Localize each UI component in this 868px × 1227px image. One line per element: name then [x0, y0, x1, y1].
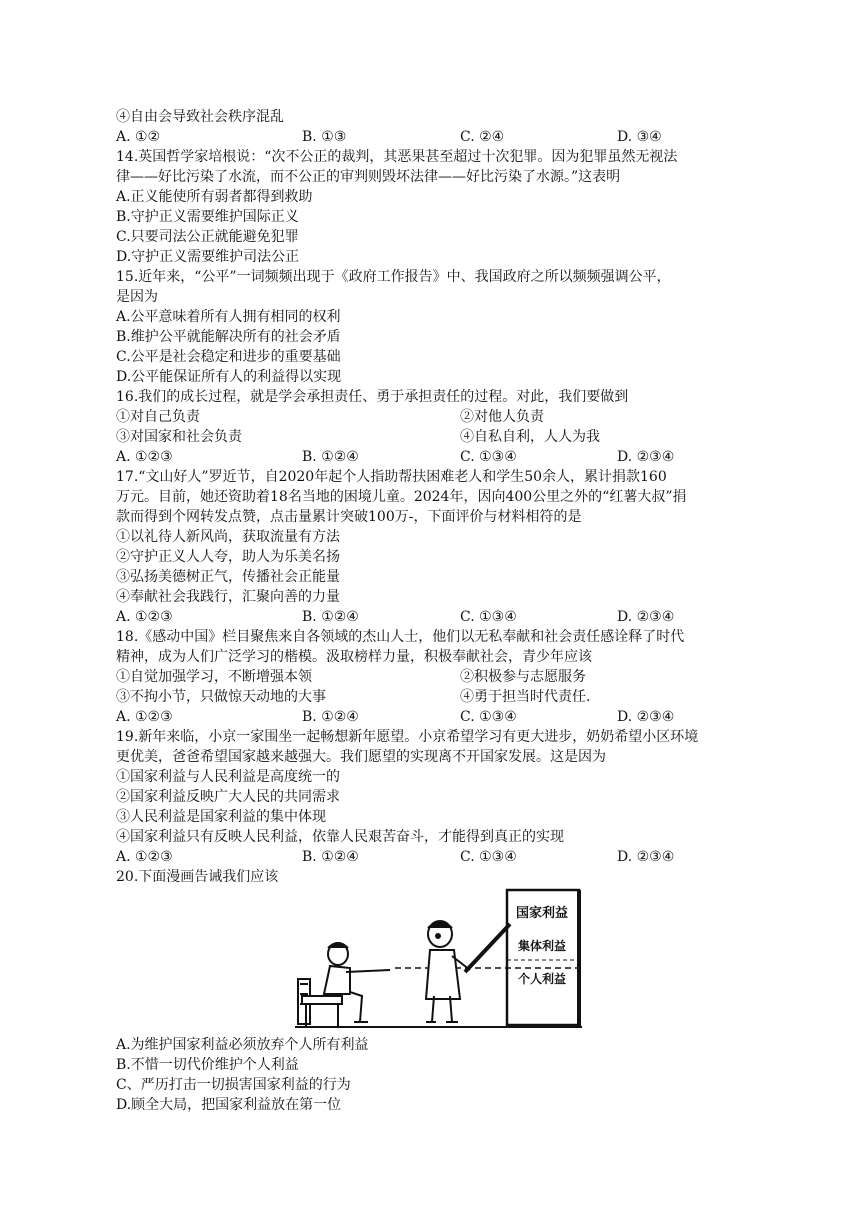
q18-item-3: ③不拘小节，只做惊天动地的大事 — [116, 689, 326, 705]
q18-stem-line-2: 精神，成为人们广泛学习的楷模。汲取榜样力量，积极奉献社会，青少年应该 — [116, 649, 592, 665]
q18-item-2: ②积极参与志愿服务 — [460, 669, 586, 685]
cartoon-illustration — [290, 884, 590, 1034]
pointer-stick — [465, 924, 510, 972]
q17-item-2: ②守护正义人人夸，助人为乐美名扬 — [116, 549, 340, 565]
q19-stem-line-2: 更优美，爸爸希望国家越来越强大。我们愿望的实现离不开国家发展。这是因为 — [116, 749, 606, 765]
choice-d: D. ③④ — [617, 129, 662, 145]
q14-option-d: D.守护正义需要维护司法公正 — [116, 249, 300, 265]
choice-b: B. ①②④ — [302, 609, 359, 625]
q17-stem-line-3: 款而得到个网转发点赞，点击量累计突破100万-，下面评价与材料相符的是 — [116, 509, 582, 525]
q15-option-c: C.公平是社会稳定和进步的重要基础 — [116, 349, 341, 365]
q17-item-4: ④奉献社会我践行，汇聚向善的力量 — [116, 589, 340, 605]
q17-stem-line-2: 万元。目前，她还资助着18名当地的困境儿童。2024年，因向400公里之外的“红薯大叔”捐 — [116, 489, 687, 505]
q16-item-4: ④自私自利，人人为我 — [460, 429, 600, 445]
q19-item-3: ③人民利益是国家利益的集中体现 — [116, 809, 326, 825]
choice-a: A. ①②③ — [116, 449, 173, 465]
choice-c: C. ①③④ — [460, 609, 517, 625]
choice-d: D. ②③④ — [617, 709, 675, 725]
q18-item-4: ④勇于担当时代责任. — [460, 689, 591, 705]
q20-option-d: D.顾全大局，把国家利益放在第一位 — [116, 1097, 342, 1113]
q14-stem-line-1: 14.英国哲学家培根说：“次不公正的裁判，其恶果甚至超过十次犯罪。因为犯罪虽然无视法 — [116, 149, 678, 165]
choice-c: C. ①③④ — [460, 709, 517, 725]
choice-a: A. ①② — [116, 129, 161, 145]
q16-item-3: ③对国家和社会负责 — [116, 429, 242, 445]
q20-option-c: C、严历打击一切损害国家利益的行为 — [116, 1077, 351, 1093]
choice-d: D. ②③④ — [617, 609, 675, 625]
q17-stem-line-1: 17.“文山好人”罗近节，自2020年起个人指助帮扶困难老人和学生50余人，累计捐款160 — [116, 469, 667, 485]
q17-item-1: ①以礼待人新风尚，获取流量有方法 — [116, 529, 340, 545]
student-figure — [298, 943, 390, 1026]
q15-stem-line-2: 是因为 — [116, 289, 158, 305]
q16-item-1: ①对自己负责 — [116, 409, 200, 425]
q15-option-b: B.维护公平就能解决所有的社会矛盾 — [116, 329, 341, 345]
q15-stem-line-1: 15.近年来，“公平”一词频频出现于《政府工作报告》中、我国政府之所以频频强调公平， — [116, 269, 671, 285]
choice-d: D. ②③④ — [617, 849, 675, 865]
choice-a: A. ①②③ — [116, 849, 173, 865]
q14-option-a: A.正义能使所有弱者都得到救助 — [116, 189, 313, 205]
choice-a: A. ①②③ — [116, 609, 173, 625]
q16-item-2: ②对他人负责 — [460, 409, 544, 425]
q20-stem: 20.下面漫画告诫我们应该 — [116, 869, 279, 885]
choice-d: D. ②③④ — [617, 449, 675, 465]
choice-c: C. ①③④ — [460, 849, 517, 865]
q13-option-4: ④自由会导致社会秩序混乱 — [116, 109, 284, 125]
cartoon-drawing — [290, 884, 590, 1034]
q16-stem: 16.我们的成长过程，就是学会承担责任、勇于承担责任的过程。对此，我们要做到 — [116, 389, 629, 405]
q19-stem-line-1: 19.新年来临，小京一家围坐一起畅想新年愿望。小京希望学习有更大进步，奶奶希望小区环境 — [116, 729, 699, 745]
sign-label-personal: 个人利益 — [517, 972, 567, 986]
q19-item-1: ①国家利益与人民利益是高度统一的 — [116, 769, 340, 785]
teacher-figure — [426, 921, 470, 1022]
sign-label-collective: 集体利益 — [517, 939, 567, 953]
q18-stem-line-1: 18.《感动中国》栏目聚焦来自各领域的杰山人士，他们以无私奉献和社会责任感诠释了时代 — [116, 629, 685, 645]
q15-option-d: D.公平能保证所有人的利益得以实现 — [116, 369, 342, 385]
q14-option-c: C.只要司法公正就能避免犯罪 — [116, 229, 299, 245]
choice-b: B. ①②④ — [302, 449, 359, 465]
q18-item-1: ①自觉加强学习，不断增强本领 — [116, 669, 312, 685]
q17-item-3: ③弘扬美德树正气，传播社会正能量 — [116, 569, 340, 585]
choice-b: B. ①③ — [302, 129, 347, 145]
q20-option-b: B.不惜一切代价维护个人利益 — [116, 1057, 299, 1073]
choice-a: A. ①②③ — [116, 709, 173, 725]
q20-option-a: A.为维护国家利益必须放弃个人所有利益 — [116, 1037, 369, 1053]
q14-option-b: B.守护正义需要维护国际正义 — [116, 209, 299, 225]
choice-c: C. ①③④ — [460, 449, 517, 465]
sign-label-national: 国家利益 — [515, 906, 569, 921]
choice-c: C. ②④ — [460, 129, 505, 145]
q19-item-4: ④国家利益只有反映人民利益，依靠人民艰苦奋斗，才能得到真正的实现 — [116, 829, 564, 845]
choice-b: B. ①②④ — [302, 709, 359, 725]
q19-item-2: ②国家利益反映广大人民的共同需求 — [116, 789, 340, 805]
q15-option-a: A.公平意味着所有人拥有相同的权利 — [116, 309, 341, 325]
q14-stem-line-2: 律——好比污染了水流，而不公正的审判则毁坏法律——好比污染了水源。”这表明 — [116, 169, 621, 185]
choice-b: B. ①②④ — [302, 849, 359, 865]
